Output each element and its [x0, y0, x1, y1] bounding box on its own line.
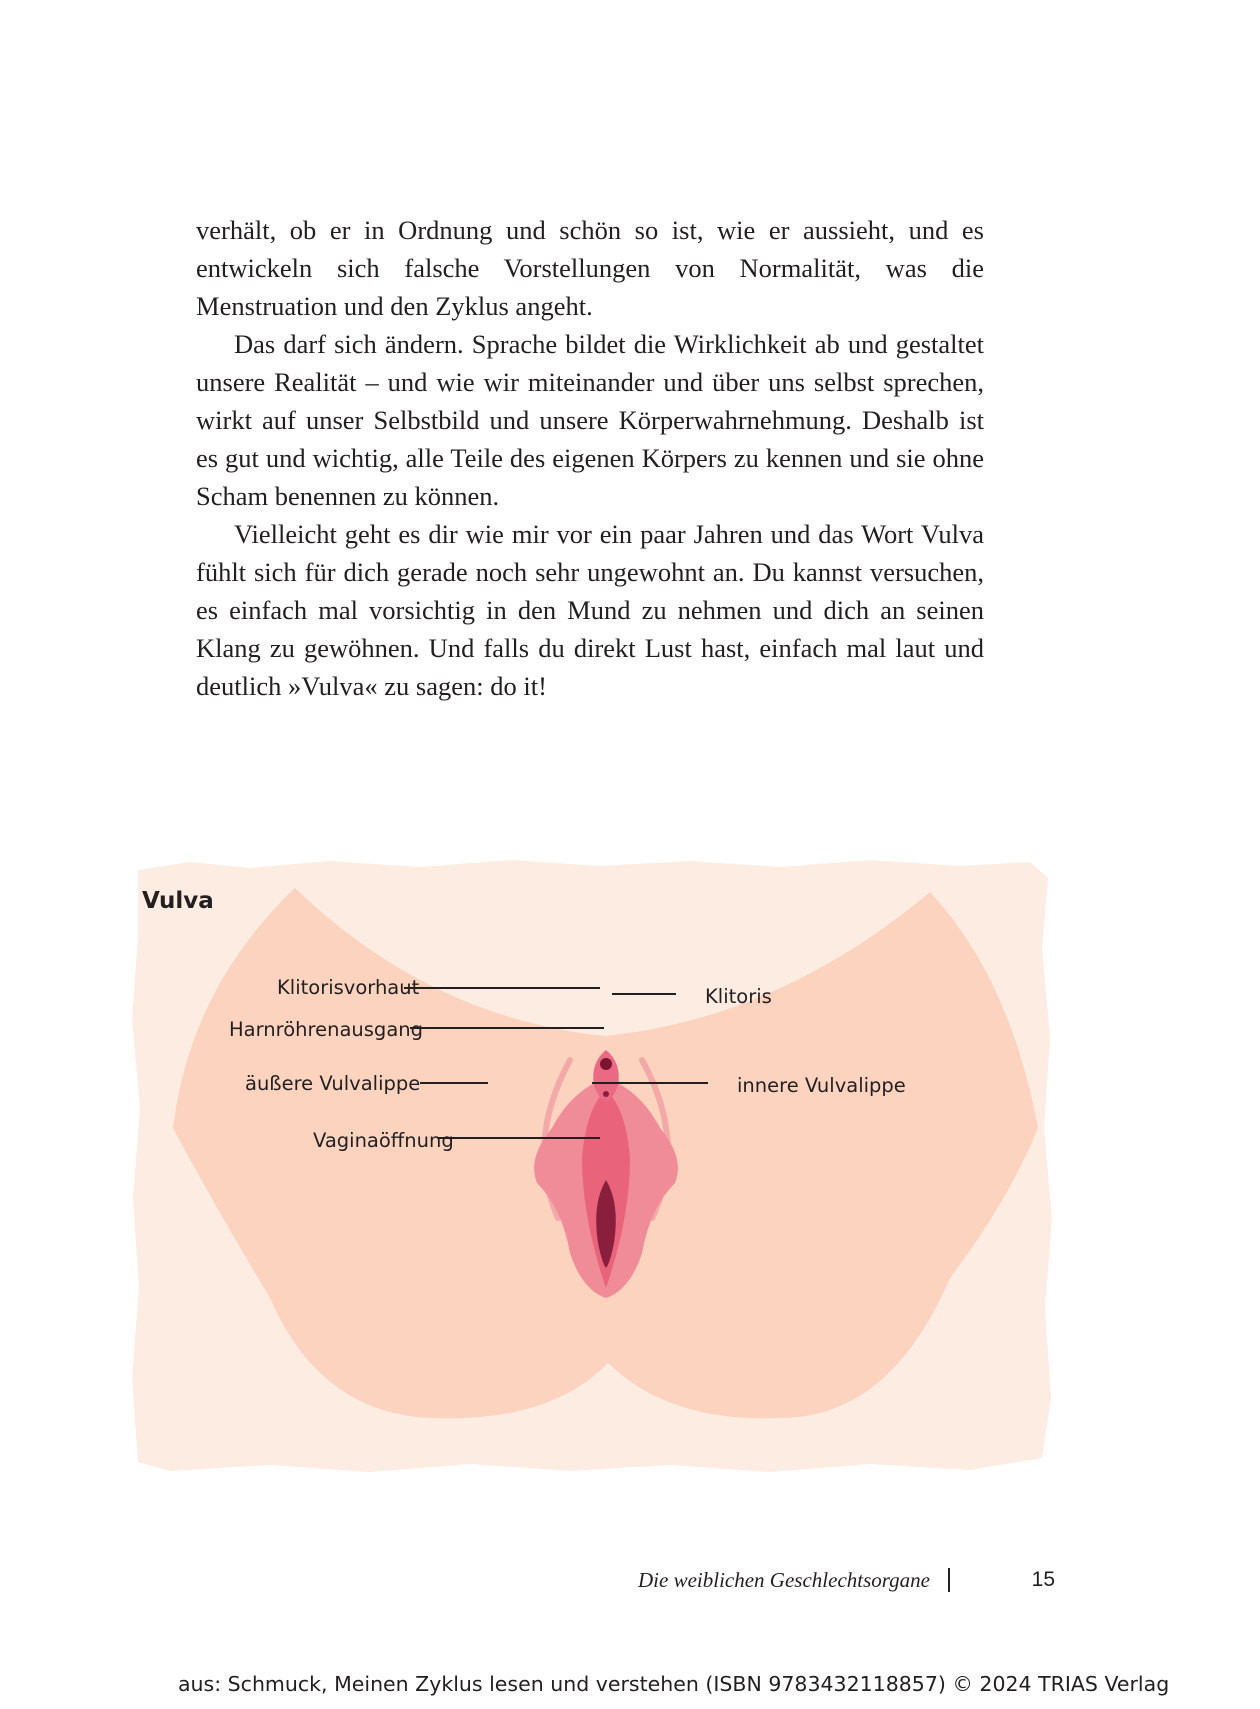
- paragraph-2: Das darf sich ändern. Sprache bildet die Wirklichkeit ab und gestaltet unsere Realität – und wie wir miteinander und über uns selbst sprechen, wirkt auf unser Selbstbild und unsere Körperwahrnehmung. Deshalb ist es gut und wichtig, alle Teile des eigenen Körpers zu kennen und sie ohne Scham benennen zu können.: [196, 329, 984, 511]
- chapter-title: Die weiblichen Geschlechtsorgane: [638, 1568, 930, 1592]
- source-line: aus: Schmuck, Meinen Zyklus lesen und verstehen (ISBN 9783432118857) © 2024 TRIAS Verlag: [178, 1672, 1170, 1696]
- running-footer: [500, 1568, 1055, 1598]
- paragraph-3: Vielleicht geht es dir wie mir vor ein paar Jahren und das Wort Vulva fühlt sich für dich gerade noch sehr ungewohnt an. Du kannst versuchen, es einfach mal vorsichtig in den Mund zu nehmen und dich an seinen Klang zu gewöhnen. Und falls du direkt Lust hast, einfach mal laut und deutlich »Vulva« zu sagen: do it!: [196, 519, 984, 701]
- label-vaginaoeffnung: Vaginaöffnung: [313, 1129, 454, 1152]
- label-innere-vulvalippe: innere Vulvalippe: [737, 1074, 906, 1097]
- body-text: [196, 211, 984, 705]
- footer-separator: [948, 1568, 950, 1592]
- urethral-opening: [603, 1091, 609, 1097]
- figure-title: Vulva: [142, 888, 214, 914]
- label-klitorisvorhaut: Klitorisvorhaut: [277, 976, 420, 999]
- label-harnroehrenausgang: Harnröhrenausgang: [229, 1018, 424, 1041]
- label-aeussere-vulvalippe: äußere Vulvalippe: [245, 1072, 421, 1095]
- vulva-figure: [130, 858, 1058, 1476]
- page-number: 15: [1031, 1568, 1055, 1591]
- paragraph-1: verhält, ob er in Ordnung und schön so ist, wie er aussieht, und es entwickeln sich falsche Vorstellungen von Normalität, was die Menstruation und den Zyklus angeht.: [196, 215, 984, 321]
- clitoris-dot: [600, 1058, 612, 1070]
- label-klitoris: Klitoris: [705, 985, 772, 1008]
- vulva-illustration: [130, 858, 1058, 1476]
